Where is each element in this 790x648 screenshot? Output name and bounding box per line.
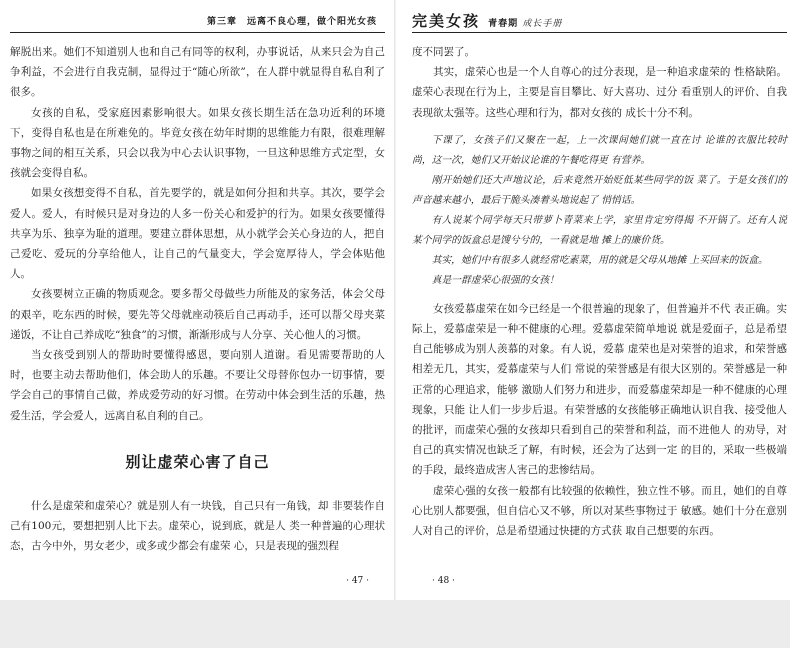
paragraph: 如果女孩想变得不自私，首先要学的，就是如何分担和共享。其次，要学会爱人。爱人，有时候只是对身边的人多一份关心和爱护的行为。如果女孩要懂得共享为乐、独享为耻的道理。要建立群体思想，从小就学会关心身边的人，把自己爱吃、爱玩的分享给他人，让自己的气量变大，学会宽厚待人，学会体贴他人。 (10, 187, 385, 281)
book-title: 完美女孩 (412, 12, 481, 30)
chapter-header: 第三章 远离不良心理，做个阳光女孩 (206, 17, 377, 27)
paragraph: 解脱出来。她们不知道别人也和自己有同等的权利，办事说话，从来只会为自己争利益，不会进行自我克制，显得过于“随心所欲”，在人群中就显得自私自利了很多。 (10, 46, 385, 99)
right-page-body (412, 42, 787, 541)
header-rule (10, 32, 385, 33)
story-paragraph: 真是一群虚荣心很强的女孩！ (431, 274, 559, 286)
paragraph: 什么是虚荣和虚荣心？就是别人有一块钱，自己只有一角钱，却 非要装作自己有100元，要想把别人比下去。虚荣心，说到底，就是人 类一种普遍的心理状态，古今中外，男女老少，或多或少都会有虚荣 心，只是表现的强烈程 (10, 500, 385, 553)
right-page (412, 0, 787, 600)
left-page-body (10, 42, 385, 557)
left-page (10, 0, 385, 600)
paragraph: 女孩要树立正确的物质观念。要多帮父母做些力所能及的家务活，体会父母的艰辛，吃东西的时候，要先等父母就座动筷后自己再动手，还可以帮父母夹菜递饭，不让自己养成吃“独食”的习惯，渐渐形成与人分享、关心他人的习惯。 (10, 288, 385, 341)
book-header (412, 10, 562, 31)
story-paragraph: 有人说某个同学每天只带萝卜青菜来上学，家里肯定穷得揭 不开锅了。还有人说某个同学的饭盒总是馊兮兮的，一看就是地 摊上的廉价货。 (412, 214, 787, 246)
book-gutter (394, 0, 396, 600)
book-subtitle-small: 成长手册 (522, 19, 563, 29)
paragraph: 虚荣心强的女孩一般都有比较强的依赖性，独立性不够。而且，她们的自尊心比别人都要强，但自信心又不够，所以对某些事物过于 敏感。她们十分在意别人对自己的评价，总是希望通过快捷的方式获 取自己想要的东西。 (412, 484, 787, 538)
story-paragraph: 下课了，女孩子们又聚在一起，上一次课间她们就一直在讨 论谁的衣服比较时尚，这一次，她们又开始议论谁的午餐吃得更 有营养。 (412, 134, 787, 166)
paragraph: 其实，虚荣心也是一个人自尊心的过分表现，是一种追求虚荣的 性格缺陷。虚荣心表现在行为上，主要是盲目攀比、好大喜功、过分 看重别人的评价、自我表现欲太强等。这些心理和行为，都对女孩的 成长十分不利。 (412, 66, 787, 119)
story-paragraph: 刚开始她们还大声地议论，后来竟然开始贬低某些同学的饭 菜了。于是女孩们的声音越来越小，最后干脆头凑着头地说起了 悄悄话。 (412, 174, 787, 206)
paragraph: 当女孩受到别人的帮助时要懂得感恩，要向别人道谢。看见需要帮助的人时，也要主动去帮助他们，体会助人的乐趣。不要让父母替你包办一切事情，要学会自己的事情自己做，养成爱劳动的好习惯。在劳动中体会到生活的乐趣，热爱生活，学会爱人，远离自私自利的自己。 (10, 349, 385, 422)
page-number: · 48 · (432, 576, 455, 586)
header-rule (412, 32, 787, 33)
section-title: 别让虚荣心害了自己 (125, 452, 270, 471)
paragraph: 度不同罢了。 (412, 46, 475, 58)
book-subtitle: 青春期 (488, 19, 519, 29)
story-paragraph: 其实，她们中有很多人就经常吃素菜，用的就是父母从地摊 上买回来的饭盒。 (431, 254, 768, 266)
page-number: · 47 · (346, 576, 369, 586)
paragraph: 女孩的自私，受家庭因素影响很大。如果女孩长期生活在急功近利的环境下，变得自私也是在所难免的。毕竟女孩在幼年时期的思维能力有限，很难理解事物之间的相互关系，只会以我为中心去认识事物，一旦这种思维方式定型，女孩就会变得自私。 (10, 106, 385, 180)
story-block (412, 131, 787, 291)
paragraph: 女孩爱慕虚荣在如今已经是一个很普遍的现象了，但普遍并不代 表正确。实际上，爱慕虚荣是一种不健康的心理。爱慕虚荣简单地说 就是爱面子，总是希望自己能够成为别人羡慕的对象。有人说，爱慕 虚荣也是对荣誉的追求，和荣誉感相差无几，其实，爱慕虚荣与人们 常说的荣誉感是有很大区别的。荣誉感是一种正常的心理追求，能够 激励人们努力和进步，而爱慕虚荣却是一种不健康的心理现象，只能 让人们一步步后退。有荣誉感的女孩能够正确地认识自我、接受他人 的批评，而虚荣心强的女孩却只看到自己的荣誉和利益，而不进他人 的劝导，对自己的真实情况也缺乏了解，有时候，还会为了达到一定 的目的，采取一些极端的手段，最终造成害人害己的悲惨结局。 (412, 302, 787, 477)
